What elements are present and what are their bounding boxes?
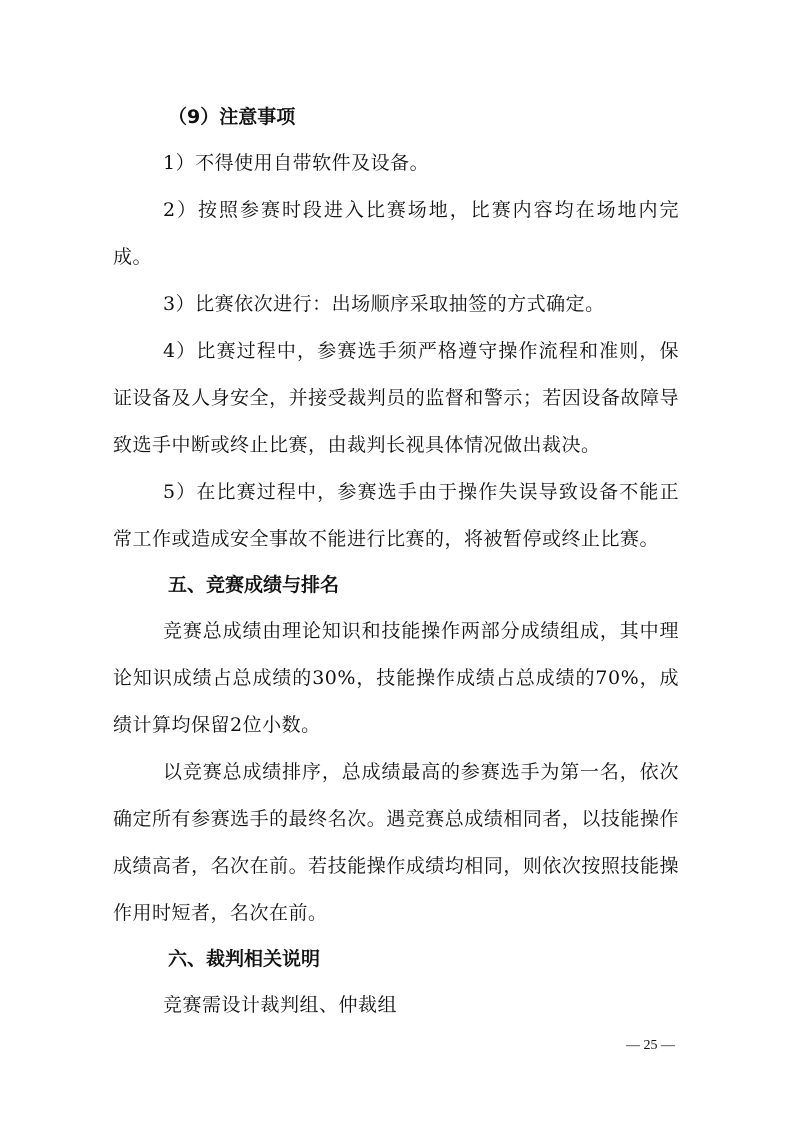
scoring-paragraph: 竞赛总成绩由理论知识和技能操作两部分成绩组成，其中理论知识成绩占总成绩的30%，技能操作成绩占总成绩的70%，成绩计算均保留2位小数。 [113, 620, 679, 736]
notice-item-1: 1）不得使用自带软件及设备。 [163, 152, 430, 174]
document-page [113, 95, 679, 1029]
page-number: — 25 — [626, 1038, 675, 1053]
notice-item-3: 3）比赛依次进行：出场顺序采取抽签的方式确定。 [163, 293, 605, 315]
section-5-heading: 五、竞赛成绩与排名 [168, 574, 340, 596]
notice-item-5: 5）在比赛过程中，参赛选手由于操作失误导致设备不能正常工作或造成安全事故不能进行比赛的，将被暂停或终止比赛。 [113, 481, 679, 550]
notice-item-4: 4）比赛过程中，参赛选手须严格遵守操作流程和准则，保证设备及人身安全，并接受裁判员的监督和警示；若因设备故障导致选手中断或终止比赛，由裁判长视具体情况做出裁决。 [113, 340, 679, 456]
section-6-heading: 六、裁判相关说明 [168, 948, 321, 970]
section-9-heading: （9）注意事项 [168, 106, 296, 128]
ranking-paragraph: 以竞赛总成绩排序，总成绩最高的参赛选手为第一名，依次确定所有参赛选手的最终名次。遇竞赛总成绩相同者，以技能操作成绩高者，名次在前。若技能操作成绩均相同，则依次按照技能操作用时短者，名次在前。 [113, 761, 679, 924]
notice-item-2: 2）按照参赛时段进入比赛场地，比赛内容均在场地内完成。 [113, 199, 679, 268]
judging-paragraph: 竞赛需设计裁判组、仲裁组 [163, 994, 398, 1016]
